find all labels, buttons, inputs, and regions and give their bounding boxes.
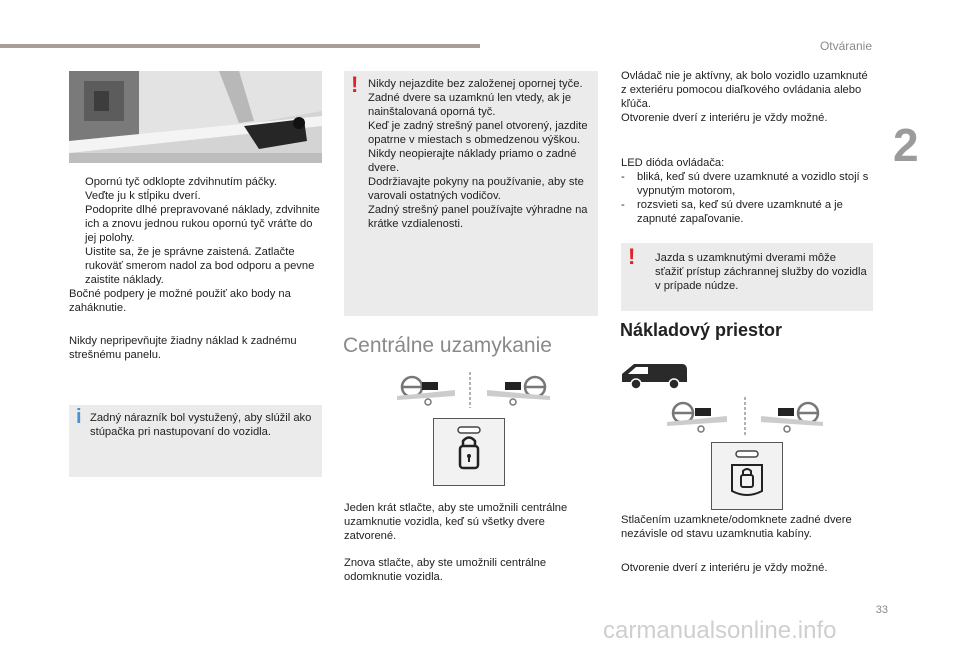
van-icon bbox=[620, 360, 690, 392]
section-title: Otváranie bbox=[819, 39, 872, 53]
list-item: - rozsvieti sa, keď sú dvere uzamknuté a je zapnuté zapaľovanie. bbox=[621, 199, 843, 225]
info-box-text: Zadný nárazník bol vystužený, aby slúžil ako stúpačka pri nastupovaní do vozidla. bbox=[90, 412, 312, 438]
central-lock-para-1: Jeden krát stlačte, aby ste umožnili centrálne uzamknutie vozidla, keď sú všetky dvere zatvorené. bbox=[344, 502, 568, 542]
info-icon: i bbox=[76, 406, 82, 428]
led-title: LED dióda ovládača: bbox=[621, 157, 725, 169]
led-block bbox=[621, 156, 873, 226]
page-number: 33 bbox=[875, 604, 888, 616]
no-load-text: Nikdy nepripevňujte žiadny náklad k zadnému strešnému panelu. bbox=[69, 335, 297, 361]
chapter-number: 2 bbox=[893, 119, 919, 171]
warning-box-text: Nikdy nejazdite bez založenej opornej tyče. Zadné dvere sa uzamknú len vtedy, ak je nainštalovaná oporná tyč. Keď je zadný strešný panel otvorený, jazdite opatrne v miestach s obmedzenou výškou. Nikdy neopierajte náklady priamo o zadné dvere. Dodržiavajte pokyny na používanie, aby ste varovali ostatných vodičov. Zadný strešný panel používajte výhradne na krátke vzdialenosti. bbox=[368, 78, 588, 230]
cargo-para-2: Otvorenie dverí z interiéru je vždy možné. bbox=[621, 562, 828, 574]
list-item: Podoprite dlhé prepravované náklady, zdvihnite ich a znovu jednou rukou opornú tyč vráťte do jej polohy. bbox=[85, 204, 320, 244]
list-item: - bliká, keď sú dvere uzamknuté a vozidlo stojí s vypnutým motorom, bbox=[621, 171, 869, 197]
roof-bar-photo bbox=[69, 71, 322, 163]
warning-icon: ! bbox=[351, 72, 359, 97]
watermark: carmanualsonline.info bbox=[603, 617, 837, 644]
list-item: Opornú tyč odklopte zdvihnutím páčky. bbox=[85, 176, 277, 188]
led-list bbox=[621, 170, 873, 226]
instructions-block bbox=[69, 175, 322, 315]
warning-box-2-text: Jazda s uzamknutými dverami môže sťažiť prístup záchrannej služby do vozidla v prípade núdze. bbox=[655, 252, 867, 292]
side-supports-text: Bočné podpery je možné použiť ako body na zaháknutie. bbox=[69, 288, 291, 314]
cargo-padlock-icon bbox=[712, 443, 782, 509]
list-item: Veďte ju k stĺpiku dverí. bbox=[85, 190, 201, 202]
dash-marker: - bbox=[621, 199, 625, 211]
inactive-control-text: Ovládač nie je aktívny, ak bolo vozidlo uzamknuté z exteriéru pomocou diaľkového ovládania alebo kľúča. Otvorenie dverí z interiéru je vždy možné. bbox=[621, 70, 868, 124]
warning-icon: ! bbox=[628, 244, 636, 269]
central-lock-para-2: Znova stlačte, aby ste umožnili centrálne odomknutie vozidla. bbox=[344, 557, 547, 583]
dashboard-lhd-rhd-icon-2 bbox=[663, 395, 828, 437]
padlock-icon bbox=[434, 419, 504, 485]
info-box bbox=[69, 405, 322, 477]
cargo-lock-button[interactable] bbox=[711, 442, 783, 510]
cargo-para-1: Stlačením uzamknete/odomknete zadné dvere nezávisle od stavu uzamknutia kabíny. bbox=[621, 514, 852, 540]
dashboard-lhd-rhd-icon bbox=[395, 370, 555, 410]
dash-marker: - bbox=[621, 171, 625, 183]
header-bar bbox=[0, 44, 480, 48]
central-locking-heading: Centrálne uzamykanie bbox=[343, 334, 552, 357]
warning-box-2 bbox=[621, 243, 873, 311]
list-item: Uistite sa, že je správne zaistená. Zatlačte rukoväť smerom nadol za bod odporu a pevne zaistite náklady. bbox=[85, 246, 315, 286]
cargo-area-heading: Nákladový priestor bbox=[620, 320, 783, 340]
instruction-list bbox=[69, 175, 322, 287]
central-lock-button[interactable] bbox=[433, 418, 505, 486]
warning-box bbox=[344, 71, 598, 316]
